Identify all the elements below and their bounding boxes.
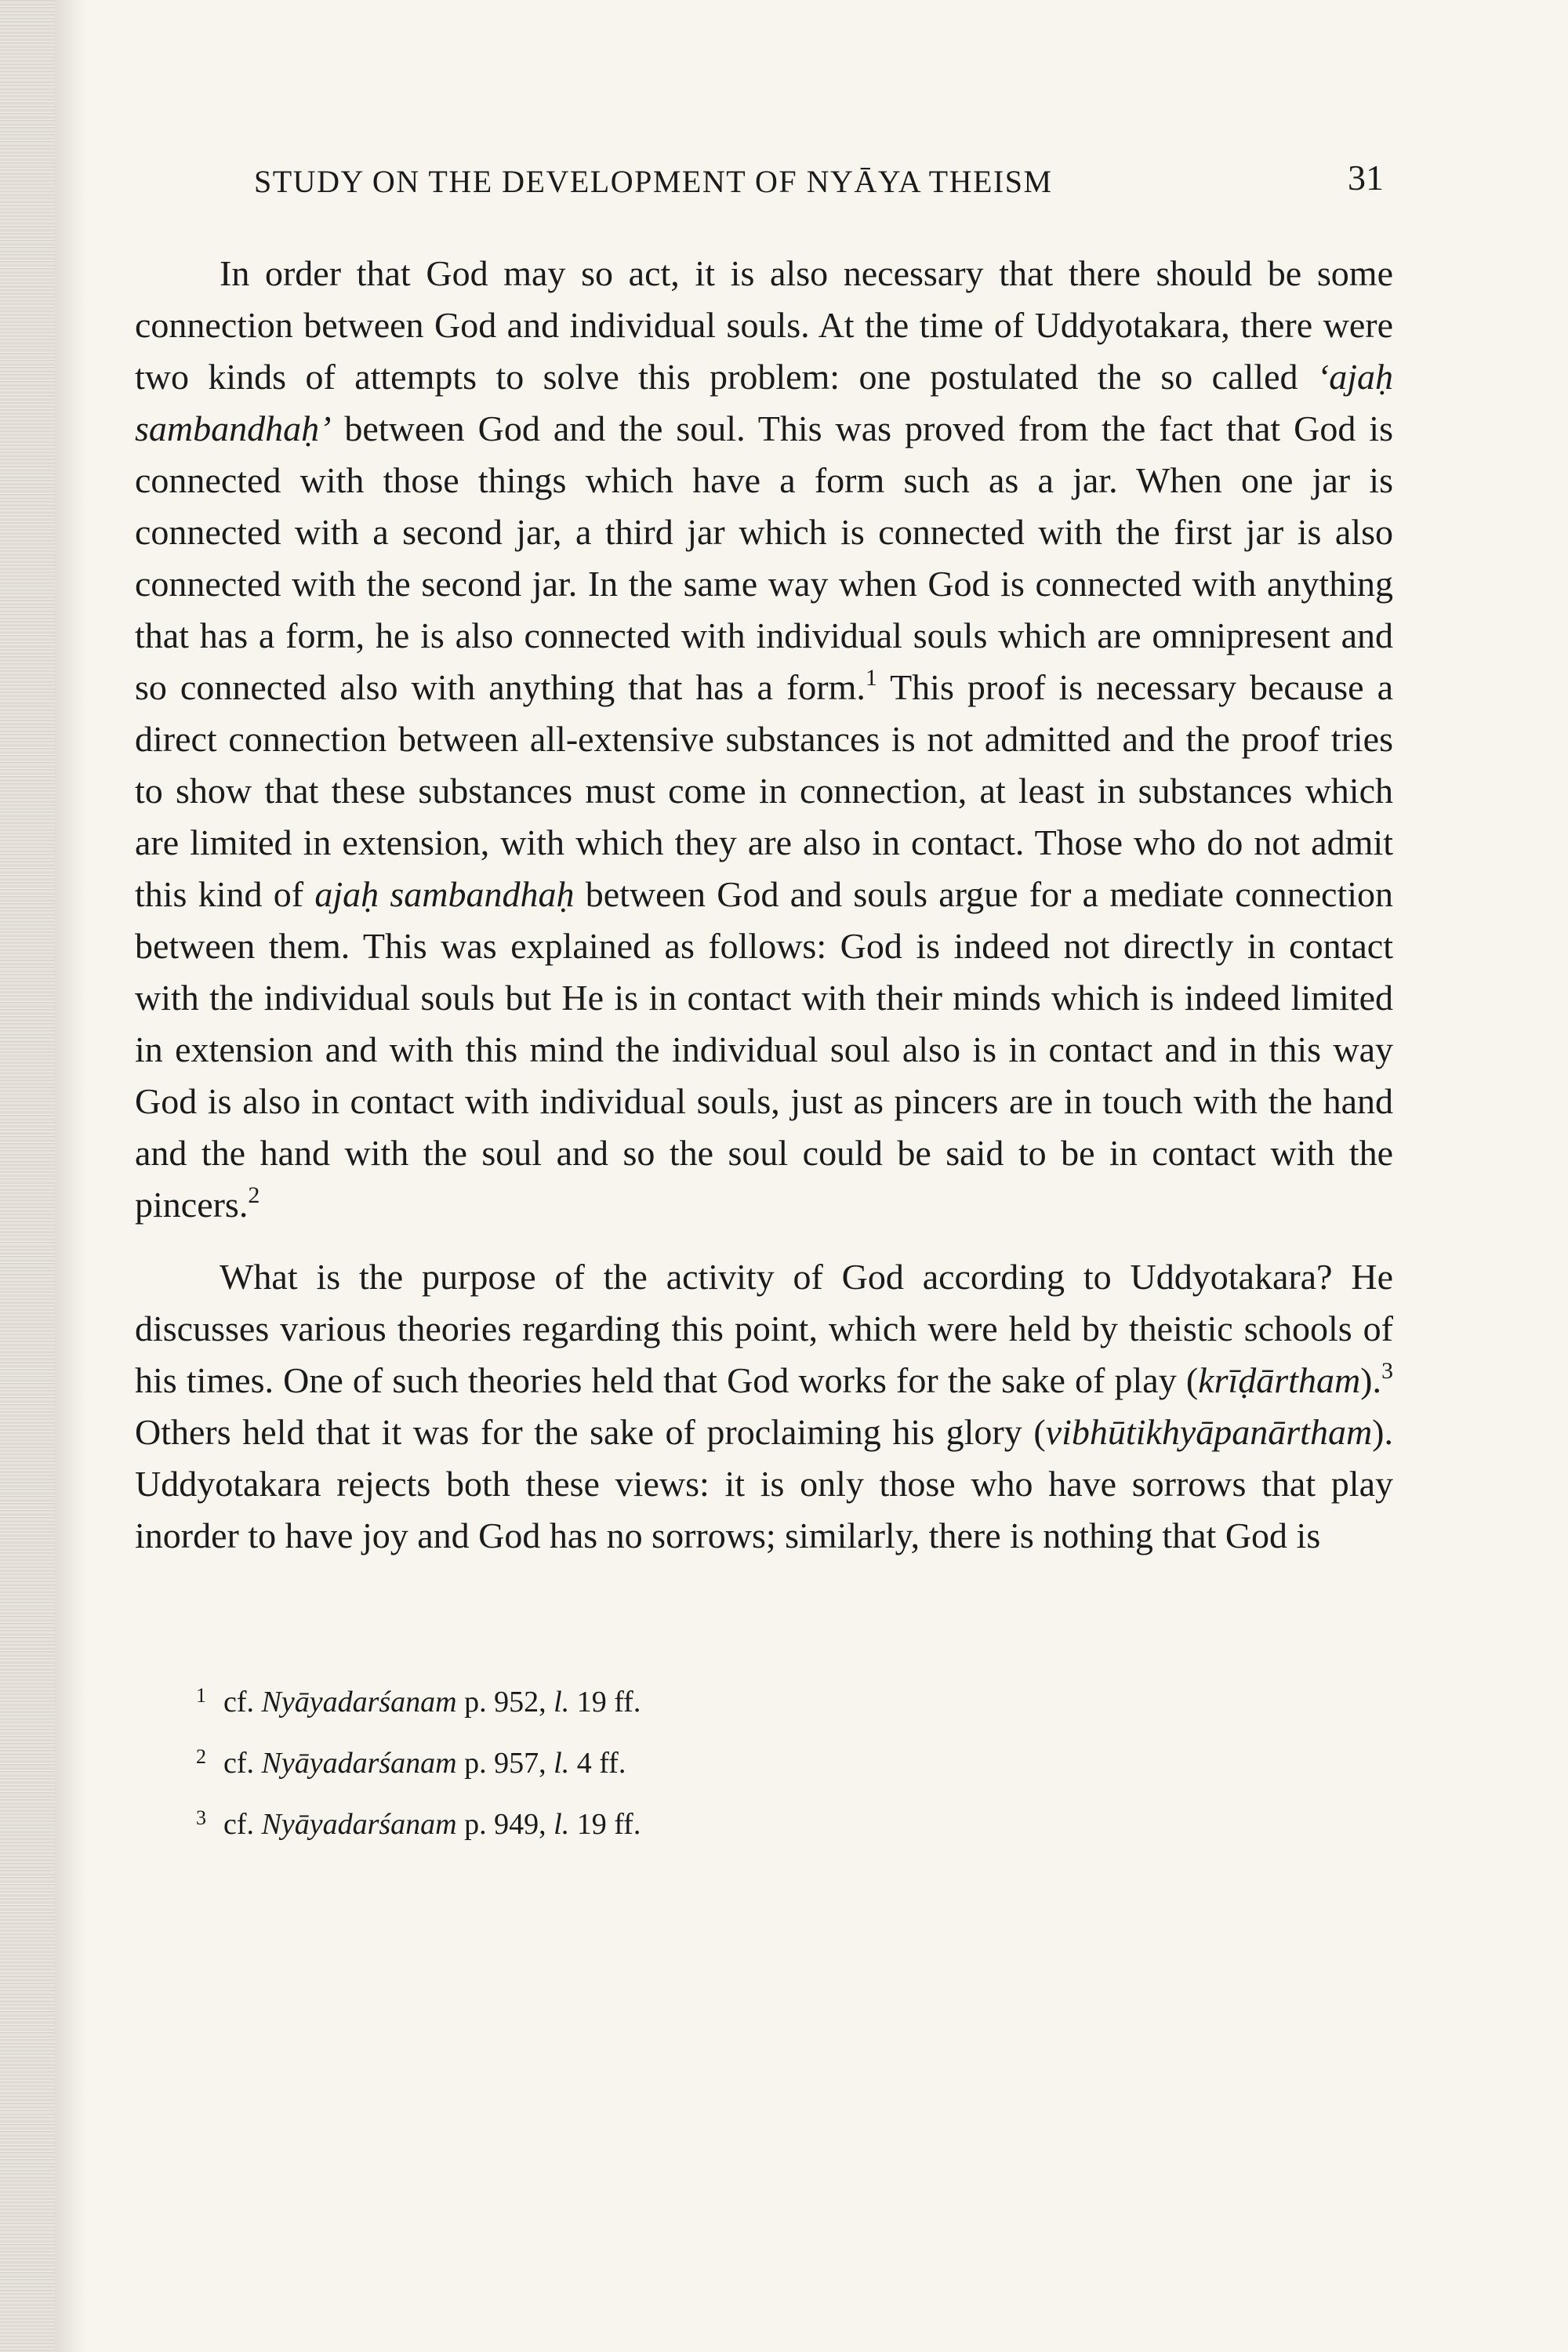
running-head [135,157,1393,204]
footnote-work: Nyāyadarśanam [261,1747,457,1780]
footnote-line: 19 ff. [569,1686,641,1719]
paragraph-1-text-a: In order that God may so act, it is also necessary that there should be some connection between God and individual souls. At the time of Uddyotakara, there were two kinds of attempts to solve this problem: one postulated the so called [135,253,1393,397]
term-vibhutikhyapanartham: vibhūtikhyāpanārtham [1045,1412,1373,1452]
footnote-page: p. 949, [456,1808,554,1841]
paragraph-1-text-d: between God and souls argue for a mediate connection between them. This was explained as follows: God is indeed not directly in contact with the individual souls but He is in contact with their minds which is indeed limited in extension and with this mind the individual soul also is in contact and in this way God is also in contact with individual souls, just as pincers are in touch with the hand and the hand with the soul and so the soul could be said to be in contact with the pincers. [135,874,1394,1225]
footnote-page: p. 952, [456,1686,554,1719]
paragraph-2-text-d: ). Uddyotakara rejects both these views: it is only those who have sorrows that play inorder to have joy and God has no sorrows; similarly, there is nothing that God is [135,1412,1393,1555]
footnote-2 [196,1730,1393,1791]
footnote-page: p. 957, [456,1747,554,1780]
footnote-number: 1 [196,1684,206,1707]
footnote-ref-3: 3 [1381,1358,1393,1384]
footnote-prefix: cf. [223,1747,262,1780]
paragraph-2-text-c: Others held that it was for the sake of proclaiming his glory ( [135,1412,1046,1452]
term-ajah-sambandhah-quoted: ‘ajaḥ sambandhaḥ’ [135,357,1393,448]
footnote-1 [196,1668,1393,1730]
footnote-prefix: cf. [223,1686,262,1719]
paragraph-2 [135,1251,1393,1562]
running-title: STUDY ON THE DEVELOPMENT OF NYĀYA THEISM [254,164,1053,199]
footnotes [135,1668,1393,1852]
paragraph-1-text-c: This proof is necessary because a direct connection between all-extensive substances is not admitted and the proof tries to show that these substances must come in connection, at least in substances which are limited in extension, with which they are also in contact. Those who do not admit this kind of [135,667,1393,914]
term-kridartham: krīḍārtham [1198,1360,1361,1400]
footnote-line-abbr: l. [554,1808,570,1841]
footnote-ref-2: 2 [248,1182,260,1208]
paragraph-2-text-a: What is the purpose of the activity of God according to Uddyotakara? He discusses various theories regarding this point, which were held by theistic schools of his times. One of such theories held that God works for the sake of play ( [135,1257,1393,1400]
footnote-work: Nyāyadarśanam [261,1686,457,1719]
page-number: 31 [1348,158,1384,198]
footnote-work: Nyāyadarśanam [261,1808,457,1841]
term-ajah-sambandhah: ajaḥ sambandhaḥ [314,874,575,914]
footnote-prefix: cf. [223,1808,262,1841]
footnote-line: 4 ff. [569,1747,626,1780]
paragraph-2-text-b: ). [1360,1360,1381,1400]
binding-edge-shadow [0,0,55,2352]
footnote-line-abbr: l. [554,1747,570,1780]
footnote-ref-1: 1 [865,665,877,691]
book-page [135,157,1393,1852]
paragraph-1 [135,248,1393,1231]
footnote-line-abbr: l. [554,1686,570,1719]
footnote-3 [196,1791,1393,1852]
paragraph-1-text-b: between God and the soul. This was proved from the fact that God is connected with those things which have a form such as a jar. When one jar is connected with a second jar, a third jar which is connected with the first jar is also connected with the second jar. In the same way when God is connected with anything that has a form, he is also connected with individual souls which are omnipresent and so connected also with anything that has a form. [135,408,1393,707]
binding-edge-fade [55,0,86,2352]
footnote-number: 2 [196,1745,206,1768]
footnote-number: 3 [196,1806,206,1829]
footnote-line: 19 ff. [569,1808,641,1841]
